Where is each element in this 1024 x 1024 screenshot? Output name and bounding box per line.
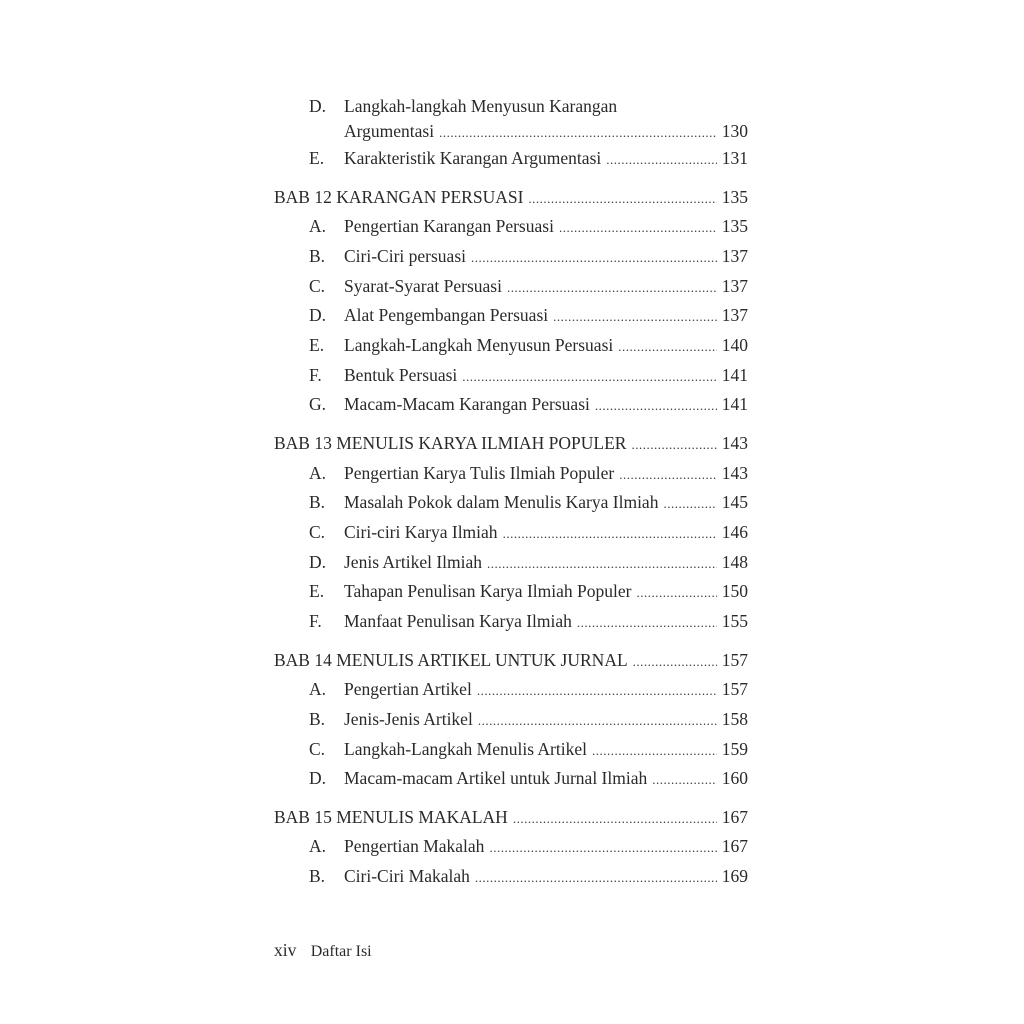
- dot-leader: [503, 519, 717, 549]
- chapter-title: BAB 15 MENULIS MAKALAH: [274, 806, 508, 827]
- toc-entry: [274, 548, 748, 578]
- entry-letter: C.: [309, 521, 326, 542]
- entry-letter: B.: [309, 245, 326, 266]
- chapter-page: 157: [721, 649, 748, 670]
- chapter-heading: [274, 429, 748, 459]
- entry-title: Langkah-Langkah Menulis Artikel: [344, 738, 587, 759]
- entry-letter: G.: [309, 394, 327, 415]
- page-footer: [274, 940, 372, 961]
- toc-entry: [274, 272, 748, 302]
- entry-page: 143: [721, 462, 748, 483]
- entry-letter: D.: [309, 305, 327, 326]
- dot-leader: [471, 243, 717, 273]
- entry-letter: F.: [309, 364, 322, 385]
- entry-title: Masalah Pokok dalam Menulis Karya Ilmiah: [344, 492, 659, 513]
- dot-leader: [636, 578, 716, 608]
- dot-leader: [633, 647, 717, 677]
- entry-title: Ciri-Ciri persuasi: [344, 245, 466, 266]
- dot-leader: [439, 120, 717, 145]
- toc-entry: [274, 144, 748, 174]
- entry-letter: D.: [309, 768, 327, 789]
- dot-leader: [631, 430, 716, 460]
- toc-entry: [274, 764, 748, 794]
- entry-title: Macam-macam Artikel untuk Jurnal Ilmiah: [344, 768, 648, 789]
- dot-leader: [513, 804, 717, 834]
- dot-leader: [462, 362, 716, 392]
- toc-entry: [274, 301, 748, 331]
- entry-letter: D.: [309, 96, 327, 116]
- dot-leader: [478, 706, 717, 736]
- dot-leader: [619, 460, 716, 490]
- toc-entry: [274, 94, 748, 119]
- dot-leader: [618, 332, 717, 362]
- entry-title: Pengertian Artikel: [344, 679, 472, 700]
- entry-letter: A.: [309, 836, 327, 857]
- table-of-contents: [274, 94, 748, 892]
- dot-leader: [528, 184, 716, 214]
- entry-page: 150: [721, 581, 748, 602]
- entry-letter: A.: [309, 216, 327, 237]
- footer-label: Daftar Isi: [310, 943, 372, 960]
- chapter-page: 135: [721, 186, 748, 207]
- entry-title: Argumentasi: [344, 121, 435, 141]
- entry-page: 137: [721, 245, 748, 266]
- entry-page: 137: [721, 305, 748, 326]
- entry-page: 169: [721, 866, 748, 887]
- chapter-title: BAB 12 KARANGAN PERSUASI: [274, 186, 524, 207]
- toc-entry: [274, 735, 748, 765]
- entry-letter: B.: [309, 492, 326, 513]
- toc-entry: [274, 390, 748, 420]
- entry-title: Syarat-Syarat Persuasi: [344, 275, 502, 296]
- entry-title: Langkah-Langkah Menyusun Persuasi: [344, 334, 614, 355]
- toc-entry: [274, 212, 748, 242]
- entry-letter: E.: [309, 581, 325, 602]
- dot-leader: [475, 863, 717, 893]
- chapter-page: 167: [721, 806, 748, 827]
- entry-page: 158: [721, 708, 748, 729]
- entry-page: 145: [721, 492, 748, 513]
- entry-title: Pengertian Karya Tulis Ilmiah Populer: [344, 462, 615, 483]
- entry-title: Ciri-Ciri Makalah: [344, 866, 470, 887]
- toc-entry: [274, 577, 748, 607]
- entry-page: 160: [721, 768, 748, 789]
- entry-letter: E.: [309, 148, 325, 168]
- entry-title: Manfaat Penulisan Karya Ilmiah: [344, 610, 572, 631]
- entry-letter: D.: [309, 551, 327, 572]
- dot-leader: [559, 213, 717, 243]
- entry-title: Pengertian Karangan Persuasi: [344, 216, 554, 237]
- dot-leader: [592, 736, 717, 766]
- entry-page: 130: [721, 121, 748, 141]
- entry-letter: C.: [309, 275, 326, 296]
- chapter-heading: [274, 183, 748, 213]
- entry-page: 157: [721, 679, 748, 700]
- dot-leader: [606, 145, 717, 175]
- entry-title: Bentuk Persuasi: [344, 364, 458, 385]
- entry-page: 141: [721, 394, 748, 415]
- entry-page: 135: [721, 216, 748, 237]
- toc-entry: [274, 705, 748, 735]
- dot-leader: [595, 391, 717, 421]
- toc-entry: [274, 488, 748, 518]
- chapter-heading: [274, 646, 748, 676]
- toc-entry: [274, 518, 748, 548]
- entry-letter: B.: [309, 866, 326, 887]
- entry-page: 148: [721, 551, 748, 572]
- entry-title: Macam-Macam Karangan Persuasi: [344, 394, 590, 415]
- chapter-page: 143: [721, 433, 748, 453]
- entry-letter: C.: [309, 738, 326, 759]
- entry-page: 141: [721, 364, 748, 385]
- entry-page: 155: [721, 610, 748, 631]
- entry-title: Pengertian Makalah: [344, 836, 485, 857]
- footer-page-number: xiv: [274, 940, 297, 960]
- dot-leader: [553, 302, 717, 332]
- chapter-heading: [274, 803, 748, 833]
- dot-leader: [489, 833, 716, 863]
- entry-letter: F.: [309, 610, 322, 631]
- entry-page: 137: [721, 275, 748, 296]
- chapter-title: BAB 14 MENULIS ARTIKEL UNTUK JURNAL: [274, 649, 628, 670]
- entry-title: Alat Pengembangan Persuasi: [344, 305, 549, 326]
- entry-title: Langkah-langkah Menyusun Karangan: [344, 96, 618, 116]
- entry-page: 167: [721, 836, 748, 857]
- chapter-spacer: [274, 174, 748, 183]
- entry-page: 140: [721, 334, 748, 355]
- entry-letter: B.: [309, 708, 326, 729]
- chapter-title: BAB 13 MENULIS KARYA ILMIAH POPULER: [274, 433, 627, 453]
- dot-leader: [577, 608, 717, 638]
- entry-title: Ciri-ciri Karya Ilmiah: [344, 521, 498, 542]
- toc-entry: [274, 832, 748, 862]
- toc-entry: [274, 607, 748, 637]
- dot-leader: [477, 676, 717, 706]
- entry-page: 146: [721, 521, 748, 542]
- entry-title: Tahapan Penulisan Karya Ilmiah Populer: [344, 581, 632, 602]
- entry-letter: A.: [309, 679, 327, 700]
- toc-entry-continuation: [274, 119, 748, 144]
- toc-entry: [274, 675, 748, 705]
- entry-letter: A.: [309, 462, 327, 483]
- toc-entry: [274, 361, 748, 391]
- chapter-list: [274, 174, 748, 892]
- chapter-spacer: [274, 637, 748, 646]
- entry-page: 131: [721, 148, 748, 168]
- entry-letter: E.: [309, 334, 325, 355]
- toc-entry: [274, 862, 748, 892]
- toc-entry: [274, 242, 748, 272]
- dot-leader: [507, 273, 717, 303]
- dot-leader: [652, 765, 717, 795]
- entry-title: Karakteristik Karangan Argumentasi: [344, 148, 602, 168]
- chapter-spacer: [274, 420, 748, 429]
- entry-page: 159: [721, 738, 748, 759]
- dot-leader: [487, 549, 717, 579]
- dot-leader: [663, 489, 716, 519]
- toc-entry: [274, 331, 748, 361]
- entry-title: Jenis Artikel Ilmiah: [344, 551, 483, 572]
- entry-title: Jenis-Jenis Artikel: [344, 708, 473, 729]
- chapter-spacer: [274, 794, 748, 803]
- toc-entry: [274, 459, 748, 489]
